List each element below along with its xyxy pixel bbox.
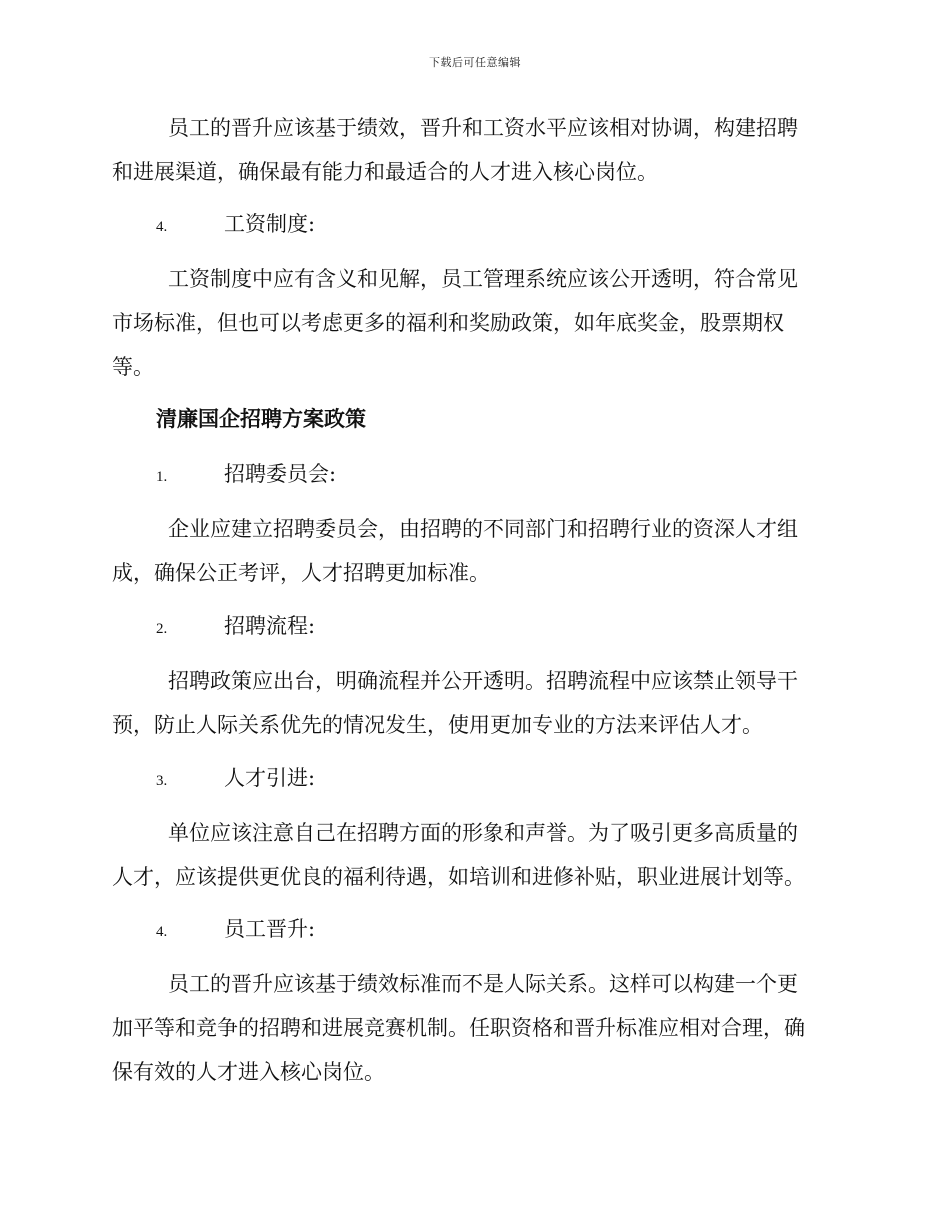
paragraph-line: 员工的晋升应该基于绩效，晋升和工资水平应该相对协调，构建招聘 bbox=[168, 116, 798, 140]
paragraph-line: 保有效的人才进入核心岗位。 bbox=[112, 1060, 385, 1084]
list-item-talent-introduction bbox=[156, 763, 315, 796]
list-item-salary-system bbox=[156, 209, 315, 242]
paragraph-committee bbox=[112, 507, 832, 595]
list-item-employee-promotion bbox=[156, 914, 315, 947]
list-item-recruitment-committee bbox=[156, 459, 336, 492]
paragraph-line: 市场标准，但也可以考虑更多的福利和奖励政策，如年底奖金，股票期权 bbox=[112, 311, 784, 335]
page-header-note: 下载后可任意编辑 bbox=[429, 56, 521, 69]
list-label: 人才引进: bbox=[224, 766, 316, 790]
paragraph-line: 预，防止人际关系优先的情况发生，使用更加专业的方法来评估人才。 bbox=[112, 713, 763, 737]
paragraph-line: 等。 bbox=[112, 355, 154, 379]
list-number: 4. bbox=[156, 219, 168, 235]
list-number: 4. bbox=[156, 924, 168, 940]
paragraph-line: 招聘政策应出台，明确流程并公开透明。招聘流程中应该禁止领导干 bbox=[168, 669, 798, 693]
list-number: 1. bbox=[156, 469, 168, 485]
paragraph-process bbox=[112, 659, 832, 747]
paragraph-employee-promotion bbox=[112, 962, 832, 1094]
paragraph-line: 企业应建立招聘委员会，由招聘的不同部门和招聘行业的资深人才组 bbox=[168, 517, 798, 541]
list-item-recruitment-process bbox=[156, 611, 315, 644]
list-label: 员工晋升: bbox=[224, 917, 316, 941]
paragraph-line: 加平等和竞争的招聘和进展竞赛机制。任职资格和晋升标准应相对合理，确 bbox=[112, 1016, 805, 1040]
list-number: 3. bbox=[156, 773, 168, 789]
paragraph-line: 工资制度中应有含义和见解，员工管理系统应该公开透明，符合常见 bbox=[168, 267, 798, 291]
section-heading: 清廉国企招聘方案政策 bbox=[156, 406, 366, 431]
paragraph-promotion bbox=[112, 106, 832, 194]
paragraph-line: 成，确保公正考评，人才招聘更加标准。 bbox=[112, 561, 490, 585]
paragraph-line: 人才，应该提供更优良的福利待遇，如培训和进修补贴，职业进展计划等。 bbox=[112, 865, 805, 889]
list-label: 工资制度: bbox=[224, 212, 316, 236]
list-label: 招聘流程: bbox=[224, 614, 316, 638]
list-number: 2. bbox=[156, 621, 168, 637]
paragraph-line: 员工的晋升应该基于绩效标准而不是人际关系。这样可以构建一个更 bbox=[168, 972, 798, 996]
paragraph-line: 和进展渠道，确保最有能力和最适合的人才进入核心岗位。 bbox=[112, 160, 658, 184]
list-label: 招聘委员会: bbox=[224, 462, 337, 486]
paragraph-talent bbox=[112, 811, 832, 899]
paragraph-line: 单位应该注意自己在招聘方面的形象和声誉。为了吸引更多高质量的 bbox=[168, 821, 798, 845]
paragraph-salary bbox=[112, 257, 832, 389]
